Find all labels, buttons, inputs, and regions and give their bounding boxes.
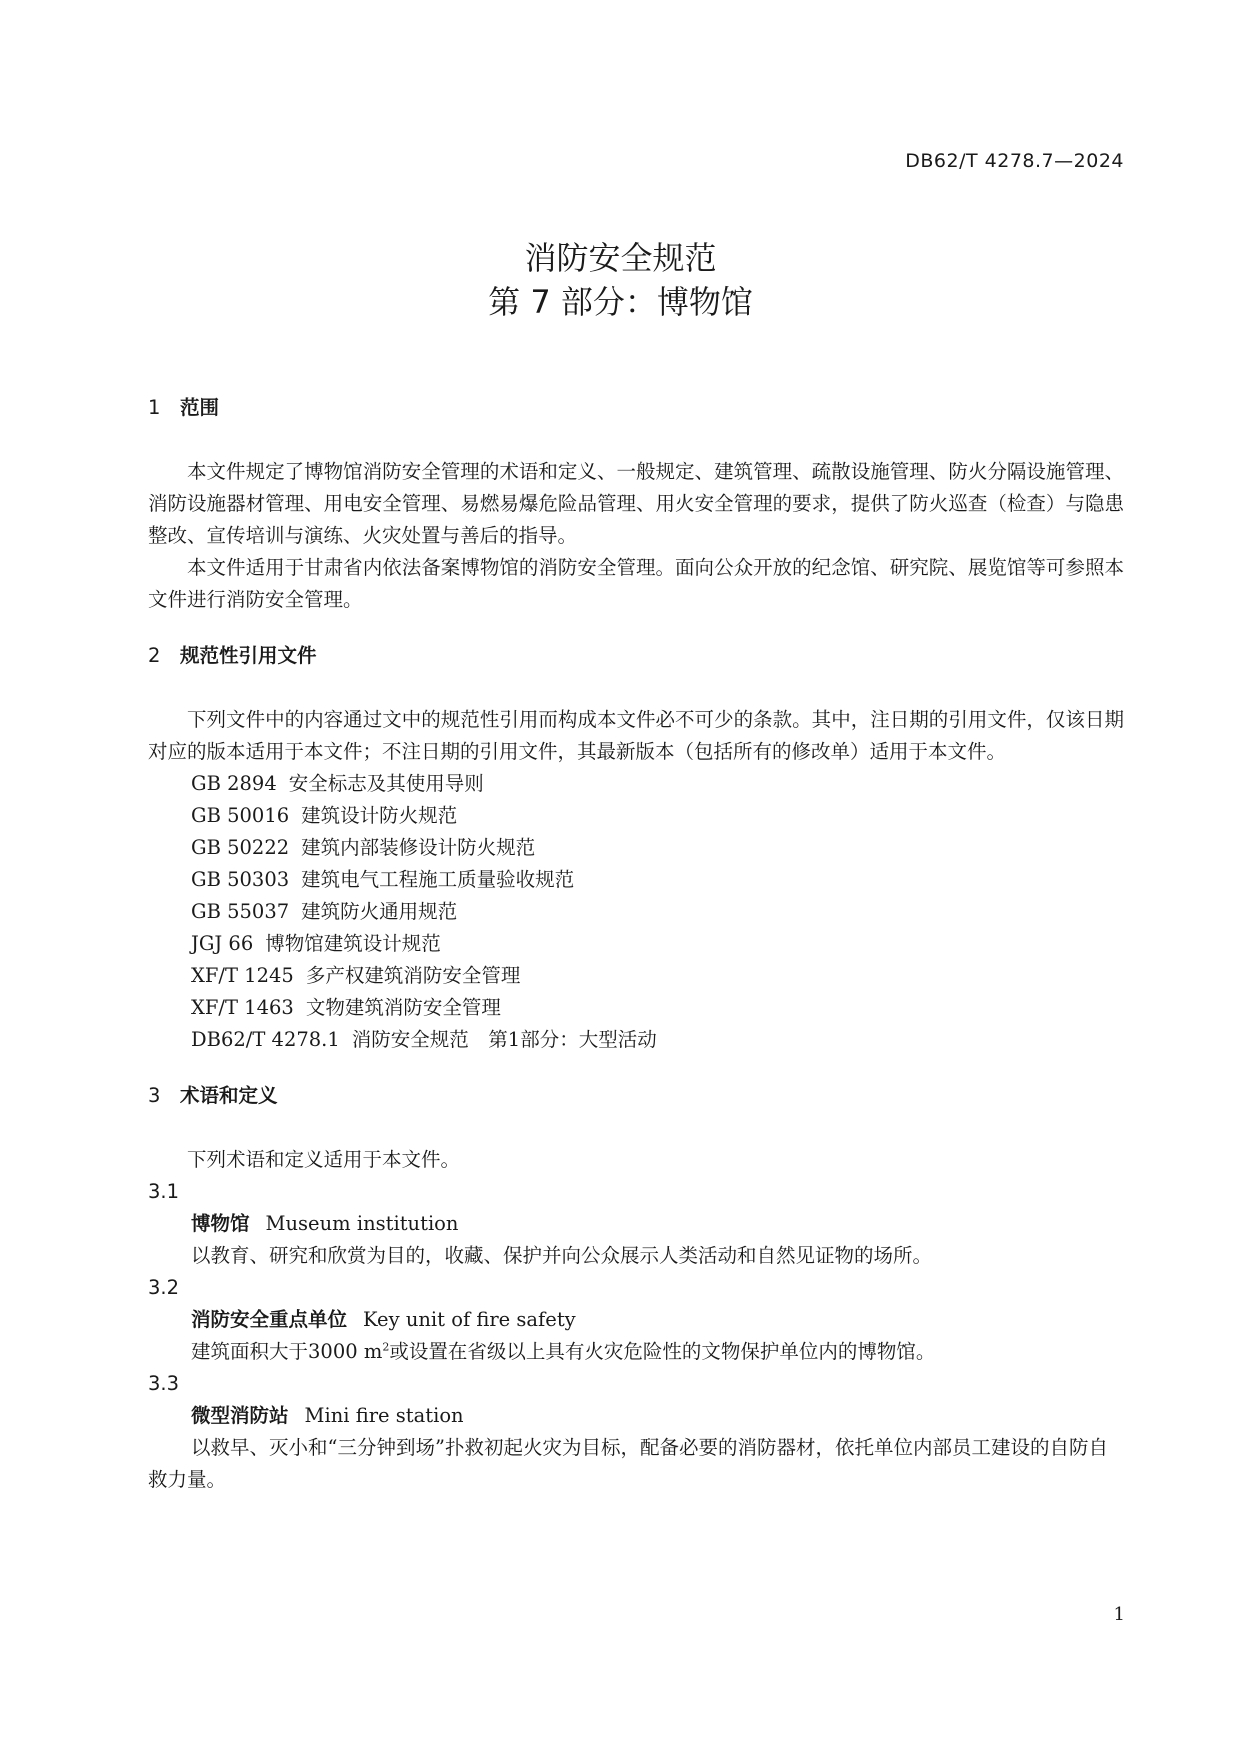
term-name-zh: 消防安全重点单位: [191, 1308, 348, 1331]
reference-title: 建筑防火通用规范: [301, 900, 458, 923]
list-item: [148, 992, 1124, 1024]
document-subtitle: 第 7 部分：博物馆: [488, 283, 753, 321]
paragraph: 下列术语和定义适用于本文件。: [187, 1148, 461, 1171]
document-body: [148, 392, 1124, 1496]
reference-code: XF/T 1463: [191, 996, 294, 1019]
section-title: 规范性引用文件: [180, 644, 317, 667]
term-name: [148, 1400, 1124, 1432]
list-item: [148, 768, 1124, 800]
section-number: 2: [148, 644, 161, 667]
section-title: 术语和定义: [180, 1084, 278, 1107]
reference-code: JGJ 66: [191, 932, 254, 955]
reference-code: DB62/T 4278.1: [191, 1028, 340, 1051]
list-item: [148, 800, 1124, 832]
term-name: [148, 1208, 1124, 1240]
reference-code: GB 55037: [191, 900, 290, 923]
list-item: [148, 832, 1124, 864]
document-code: DB62/T 4278.7—2024: [905, 150, 1124, 172]
list-item: [148, 1024, 1124, 1056]
term-name-en: Mini fire station: [304, 1404, 464, 1427]
term-name-zh: 博物馆: [191, 1212, 250, 1235]
reference-title: 建筑内部装修设计防火规范: [301, 836, 536, 859]
reference-title: 建筑电气工程施工质量验收规范: [301, 868, 575, 891]
term-number: 3.1: [148, 1180, 180, 1203]
reference-code: GB 2894: [191, 772, 277, 795]
term-number: 3.2: [148, 1276, 180, 1299]
reference-title: 建筑设计防火规范: [301, 804, 458, 827]
reference-code: GB 50016: [191, 804, 290, 827]
reference-title: 博物馆建筑设计规范: [265, 932, 441, 955]
term-name-zh: 微型消防站: [191, 1404, 289, 1427]
section-heading: [148, 640, 1124, 672]
section-number: 3: [148, 1084, 161, 1107]
section-heading: [148, 392, 1124, 424]
paragraph: 本文件规定了博物馆消防安全管理的术语和定义、一般规定、建筑管理、疏散设施管理、防火分隔设施管理、消防设施器材管理、用电安全管理、易燃易爆危险品管理、用火安全管理的要求，提供了防火巡查（检查）与隐患整改、宣传培训与演练、火灾处置与善后的指导。: [148, 460, 1124, 547]
reference-code: GB 50303: [191, 868, 290, 891]
list-item: [148, 896, 1124, 928]
paragraph: 本文件适用于甘肃省内依法备案博物馆的消防安全管理。面向公众开放的纪念馆、研究院、展览馆等可参照本文件进行消防安全管理。: [148, 556, 1124, 611]
section-heading: [148, 1080, 1124, 1112]
reference-title: 文物建筑消防安全管理: [305, 996, 501, 1019]
reference-title: 安全标志及其使用导则: [288, 772, 484, 795]
section-number: 1: [148, 396, 161, 419]
list-item: [148, 864, 1124, 896]
section-title: 范围: [180, 396, 220, 419]
reference-code: GB 50222: [191, 836, 290, 859]
list-item: [148, 960, 1124, 992]
term-definition: 以教育、研究和欣赏为目的，收藏、保护并向公众展示人类活动和自然见证物的场所。: [191, 1244, 933, 1267]
reference-code: XF/T 1245: [191, 964, 294, 987]
document-title: 消防安全规范: [524, 239, 717, 277]
page-number: 1: [1113, 1604, 1125, 1625]
paragraph: 下列文件中的内容通过文中的规范性引用而构成本文件必不可少的条款。其中，注日期的引用文件，仅该日期对应的版本适用于本文件；不注日期的引用文件，其最新版本（包括所有的修改单）适用于本文件。: [148, 708, 1124, 763]
term-name-en: Key unit of fire safety: [363, 1308, 576, 1331]
list-item: [148, 928, 1124, 960]
term-definition: 以救早、灭小和“三分钟到场”扑救初起火灾为目标，配备必要的消防器材，依托单位内部员工建设的自防自救力量。: [148, 1436, 1108, 1491]
term-name-en: Museum institution: [265, 1212, 459, 1235]
reference-title: 多产权建筑消防安全管理: [305, 964, 521, 987]
term-definition: 建筑面积大于3000 $m^2$或设置在省级以上具有火灾危险性的文物保护单位内的博物馆。: [191, 1340, 936, 1363]
reference-list: [148, 768, 1124, 1056]
reference-title: 消防安全规范 第1部分：大型活动: [351, 1028, 657, 1051]
term-name: [148, 1304, 1124, 1336]
term-number: 3.3: [148, 1372, 180, 1395]
